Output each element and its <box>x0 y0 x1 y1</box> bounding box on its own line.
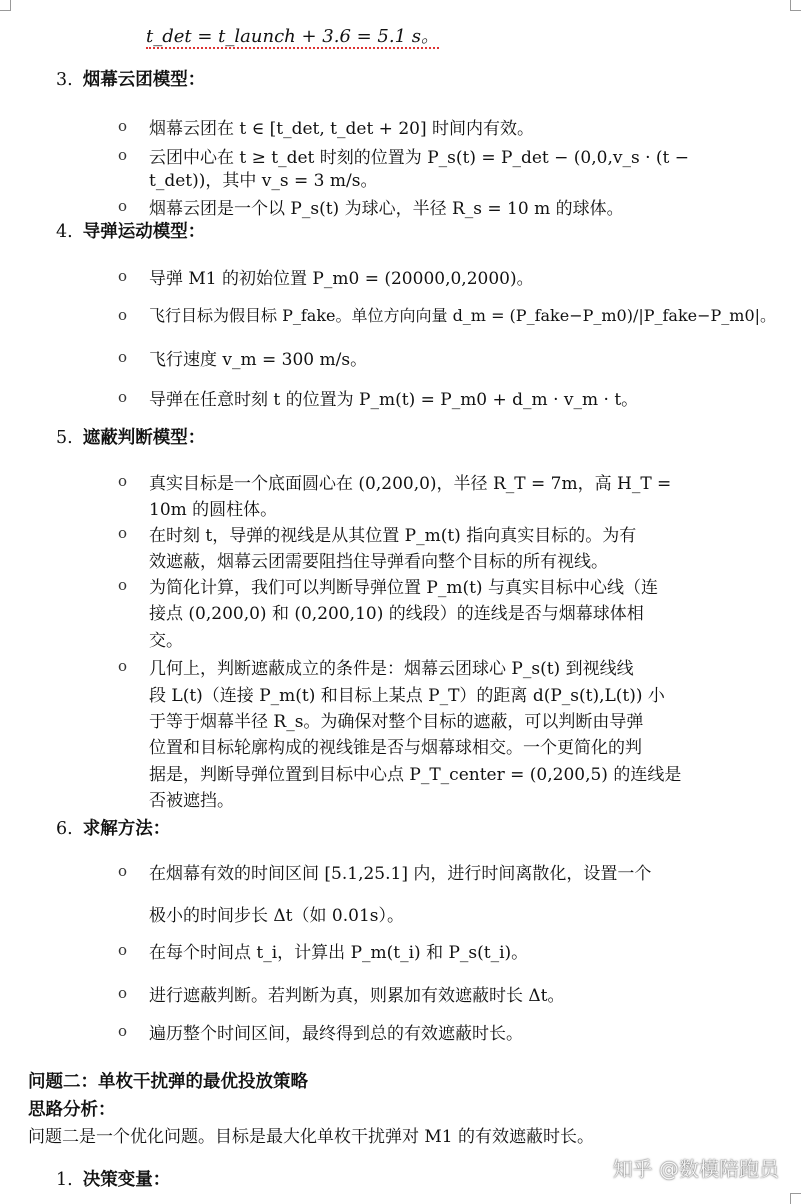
page-corner-mark <box>790 0 801 11</box>
analysis-label: 思路分析： <box>28 1100 116 1120</box>
page-corner-mark <box>0 0 11 11</box>
section-heading: 4. 导弹运动模型： <box>56 222 206 242</box>
bullet-marker: o <box>118 862 128 880</box>
text-line: 为简化计算，我们可以判断导弹位置 P_m(t) 与真实目标中心线（连 <box>149 578 658 598</box>
text-line: 飞行目标为假目标 P_fake。单位方向向量 d_m = (P_fake−P_m0)/|P_fake−P_m0|。 <box>149 306 777 325</box>
bullet-marker: o <box>118 146 128 164</box>
text-line: 进行遮蔽判断。若判断为真，则累加有效遮蔽时长 Δt。 <box>149 986 565 1006</box>
text-line: 飞行速度 v_m = 300 m/s。 <box>149 350 368 370</box>
zhihu-watermark: 知乎 @数模陪跑员 <box>612 1157 779 1181</box>
bullet-marker: o <box>118 576 128 594</box>
text-line: 极小的时间步长 Δt（如 0.01s）。 <box>149 906 404 926</box>
bullet-marker: o <box>118 348 128 366</box>
text-line: 真实目标是一个底面圆心在 (0,200,0)，半径 R_T = 7m，高 H_T = <box>149 474 672 494</box>
bullet-marker: o <box>118 657 128 675</box>
section-heading: 5. 遮蔽判断模型： <box>56 428 206 448</box>
text-line: 导弹 M1 的初始位置 P_m0 = (20000,0,2000)。 <box>149 269 534 289</box>
bullet-marker: o <box>118 388 128 406</box>
text-line: 在烟幕有效的时间区间 [5.1,25.1] 内，进行时间离散化，设置一个 <box>149 864 652 884</box>
bullet-marker: o <box>118 941 128 959</box>
section-heading: 1. 决策变量： <box>56 1170 171 1190</box>
text-line: 几何上，判断遮蔽成立的条件是：烟幕云团球心 P_s(t) 到视线线 <box>149 659 634 679</box>
bullet-marker: o <box>118 117 128 135</box>
section-heading: 6. 求解方法： <box>56 819 171 839</box>
text-line: t_det))，其中 v_s = 3 m/s。 <box>149 171 378 191</box>
text-line: 效遮蔽，烟幕云团需要阻挡住导弹看向整个目标的所有视线。 <box>149 552 608 572</box>
text-line: 位置和目标轮廓构成的视线锥是否与烟幕球相交。一个更简化的判 <box>149 738 642 758</box>
detonation-time-equation: t_det = t_launch + 3.6 = 5.1 s。 <box>146 26 440 47</box>
text-line: 烟幕云团是一个以 P_s(t) 为球心，半径 R_s = 10 m 的球体。 <box>149 199 624 219</box>
problem-two-heading: 问题二：单枚干扰弹的最优投放策略 <box>28 1072 308 1092</box>
text-line: 烟幕云团在 t ∈ [t_det, t_det + 20] 时间内有效。 <box>149 119 534 139</box>
text-line: 在每个时间点 t_i，计算出 P_m(t_i) 和 P_s(t_i)。 <box>149 943 529 963</box>
text-line: 于等于烟幕半径 R_s。为确保对整个目标的遮蔽，可以判断由导弹 <box>149 712 644 732</box>
bullet-marker: o <box>118 306 128 324</box>
bullet-marker: o <box>118 524 128 542</box>
bullet-marker: o <box>118 267 128 285</box>
text-line: 否被遮挡。 <box>149 791 234 811</box>
bullet-marker: o <box>118 197 128 215</box>
text-line: 遍历整个时间区间，最终得到总的有效遮蔽时长。 <box>149 1024 523 1044</box>
page-corner-mark <box>790 1193 801 1204</box>
text-line: 10m 的圆柱体。 <box>149 500 278 520</box>
text-line: 云团中心在 t ≥ t_det 时刻的位置为 P_s(t) = P_det − (0,0,v_s · (t − <box>149 148 689 168</box>
bullet-marker: o <box>118 1022 128 1040</box>
bullet-marker: o <box>118 472 128 490</box>
bullet-marker: o <box>118 984 128 1002</box>
text-line: 导弹在任意时刻 t 的位置为 P_m(t) = P_m0 + d_m · v_m · t。 <box>149 390 639 410</box>
analysis-text: 问题二是一个优化问题。目标是最大化单枚干扰弹对 M1 的有效遮蔽时长。 <box>28 1127 595 1147</box>
text-line: 交。 <box>149 631 183 651</box>
section-heading: 3. 烟幕云团模型： <box>56 70 206 90</box>
text-line: 据是，判断导弹位置到目标中心点 P_T_center = (0,200,5) 的连线是 <box>149 765 682 785</box>
text-line: 接点 (0,200,0) 和 (0,200,10) 的线段）的连线是否与烟幕球体相 <box>149 604 644 624</box>
text-line: 在时刻 t，导弹的视线是从其位置 P_m(t) 指向真实目标的。为有 <box>149 526 637 546</box>
text-line: 段 L(t)（连接 P_m(t) 和目标上某点 P_T）的距离 d(P_s(t),L(t)) 小 <box>149 686 665 706</box>
